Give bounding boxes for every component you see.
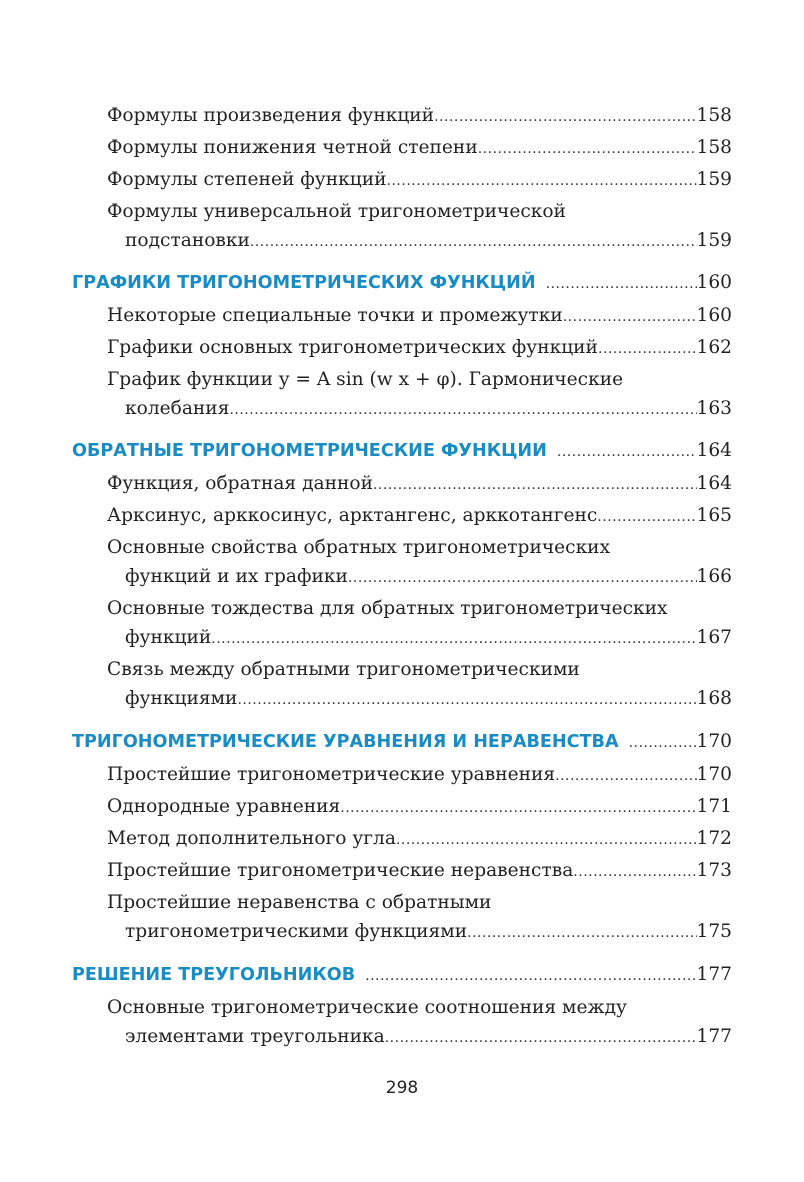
toc-entry-continued bbox=[0, 623, 804, 653]
toc-entry bbox=[0, 133, 804, 163]
dot-leader bbox=[250, 227, 697, 257]
dot-leader bbox=[597, 502, 696, 532]
toc-entry-title: тригонометрическими функциями bbox=[125, 921, 468, 942]
toc-entry-title: подстановки bbox=[125, 230, 250, 251]
toc-entry-page: 162 bbox=[696, 337, 732, 358]
toc-entry-title-line1: Основные свойства обратных тригонометрических bbox=[107, 537, 611, 558]
dot-leader bbox=[629, 728, 697, 758]
toc-entry-title: Метод дополнительного угла bbox=[107, 828, 396, 849]
toc-entry-title: Арксинус, арккосинус, арктангенс, арккотангенс bbox=[107, 505, 598, 526]
toc-entry-continued bbox=[0, 394, 804, 424]
toc-entry bbox=[0, 533, 804, 563]
toc-entry bbox=[0, 165, 804, 195]
toc-entry-title-line1: Простейшие неравенства с обратными bbox=[107, 892, 492, 913]
toc-entry bbox=[0, 655, 804, 685]
toc-entry-title-line1: Формулы универсальной тригонометрической bbox=[107, 201, 566, 222]
toc-section bbox=[0, 960, 804, 990]
toc-entry-title-line1: Основные тождества для обратных тригонометрических bbox=[107, 598, 668, 619]
dot-leader bbox=[211, 624, 696, 654]
toc-entry-continued bbox=[0, 226, 804, 256]
toc-entry-title: Некоторые специальные точки и промежутки bbox=[107, 305, 563, 326]
toc-entry-page: 160 bbox=[696, 305, 732, 326]
dot-leader bbox=[365, 961, 696, 991]
toc-entry-page: 167 bbox=[696, 627, 732, 648]
toc-entry bbox=[0, 197, 804, 227]
toc-section bbox=[0, 268, 804, 298]
toc-entry bbox=[0, 501, 804, 531]
toc-entry-page: 159 bbox=[696, 169, 732, 190]
toc-entry bbox=[0, 760, 804, 790]
page-number: 298 bbox=[385, 1078, 419, 1098]
dot-leader bbox=[573, 857, 696, 887]
dot-leader bbox=[373, 470, 697, 500]
toc-section-title: ТРИГОНОМЕТРИЧЕСКИЕ УРАВНЕНИЯ И НЕРАВЕНСТВА bbox=[72, 732, 619, 752]
toc-section-page: 170 bbox=[696, 731, 732, 752]
toc-entry-page: 171 bbox=[696, 796, 732, 817]
dot-leader bbox=[434, 102, 696, 132]
toc-entry-page: 177 bbox=[696, 1026, 732, 1047]
toc-entry bbox=[0, 101, 804, 131]
toc-entry-page: 158 bbox=[696, 105, 732, 126]
dot-leader bbox=[557, 437, 697, 467]
toc-entry bbox=[0, 333, 804, 363]
toc-entry-title-line1: Основные тригонометрические соотношения между bbox=[107, 997, 627, 1018]
toc-entry bbox=[0, 792, 804, 822]
toc-entry-page: 175 bbox=[696, 921, 732, 942]
toc-entry bbox=[0, 594, 804, 624]
toc-entry-title: Простейшие тригонометрические неравенства bbox=[107, 860, 574, 881]
toc-entry-title: колебания bbox=[125, 398, 230, 419]
toc-section-title: РЕШЕНИЕ ТРЕУГОЛЬНИКОВ bbox=[72, 965, 356, 985]
toc-section-page: 160 bbox=[696, 272, 732, 293]
toc-entry-page: 168 bbox=[696, 688, 732, 709]
toc-entry-title: функциями bbox=[125, 688, 238, 709]
toc-section bbox=[0, 436, 804, 466]
toc-entry-page: 158 bbox=[696, 137, 732, 158]
dot-leader bbox=[237, 685, 696, 715]
toc-entry-page: 166 bbox=[696, 566, 732, 587]
dot-leader bbox=[546, 269, 697, 299]
toc-entry-title: Формулы степеней функций bbox=[107, 169, 387, 190]
toc-entry-title: Графики основных тригонометрических функций bbox=[107, 337, 598, 358]
toc-entry-page: 159 bbox=[696, 230, 732, 251]
toc-section-title: ГРАФИКИ ТРИГОНОМЕТРИЧЕСКИХ ФУНКЦИЙ bbox=[72, 273, 536, 293]
toc-entry-page: 163 bbox=[696, 398, 732, 419]
toc-entry bbox=[0, 365, 804, 395]
toc-entry-page: 172 bbox=[696, 828, 732, 849]
dot-leader bbox=[387, 166, 697, 196]
toc-entry-title-line1: График функции y = A sin (w x + φ). Гармонические bbox=[107, 369, 624, 390]
toc-entry bbox=[0, 856, 804, 886]
dot-leader bbox=[467, 918, 696, 948]
toc-entry-title: функций и их графики bbox=[125, 566, 348, 587]
toc-section-page: 177 bbox=[696, 964, 732, 985]
toc-entry bbox=[0, 993, 804, 1023]
toc-entry bbox=[0, 824, 804, 854]
toc-entry-title-line1: Связь между обратными тригонометрическими bbox=[107, 659, 580, 680]
toc-entry-continued bbox=[0, 684, 804, 714]
toc-entry-page: 165 bbox=[696, 505, 732, 526]
toc-entry-continued bbox=[0, 917, 804, 947]
dot-leader bbox=[478, 134, 697, 164]
dot-leader bbox=[348, 563, 697, 593]
dot-leader bbox=[396, 825, 697, 855]
toc-entry bbox=[0, 469, 804, 499]
dot-leader bbox=[229, 395, 696, 425]
dot-leader bbox=[385, 1023, 697, 1053]
toc-entry-title: элементами треугольника bbox=[125, 1026, 385, 1047]
toc-section-title: ОБРАТНЫЕ ТРИГОНОМЕТРИЧЕСКИЕ ФУНКЦИИ bbox=[72, 441, 547, 461]
toc-entry-title: Простейшие тригонометрические уравнения bbox=[107, 764, 556, 785]
toc-entry-page: 164 bbox=[696, 473, 732, 494]
toc-section-page: 164 bbox=[696, 440, 732, 461]
toc-entry-title: Формулы понижения четной степени bbox=[107, 137, 478, 158]
dot-leader bbox=[563, 302, 697, 332]
toc-entry-title: Функция, обратная данной bbox=[107, 473, 373, 494]
toc-entry-title: функций bbox=[125, 627, 212, 648]
dot-leader bbox=[340, 793, 696, 823]
dot-leader bbox=[555, 761, 696, 791]
toc-entry-continued bbox=[0, 562, 804, 592]
toc-entry bbox=[0, 888, 804, 918]
toc-section bbox=[0, 727, 804, 757]
toc-entry-page: 173 bbox=[696, 860, 732, 881]
toc-entry bbox=[0, 301, 804, 331]
toc-entry-continued bbox=[0, 1022, 804, 1052]
toc-entry-title: Формулы произведения функций bbox=[107, 105, 435, 126]
toc-entry-page: 170 bbox=[696, 764, 732, 785]
dot-leader bbox=[598, 334, 697, 364]
toc-entry-title: Однородные уравнения bbox=[107, 796, 341, 817]
